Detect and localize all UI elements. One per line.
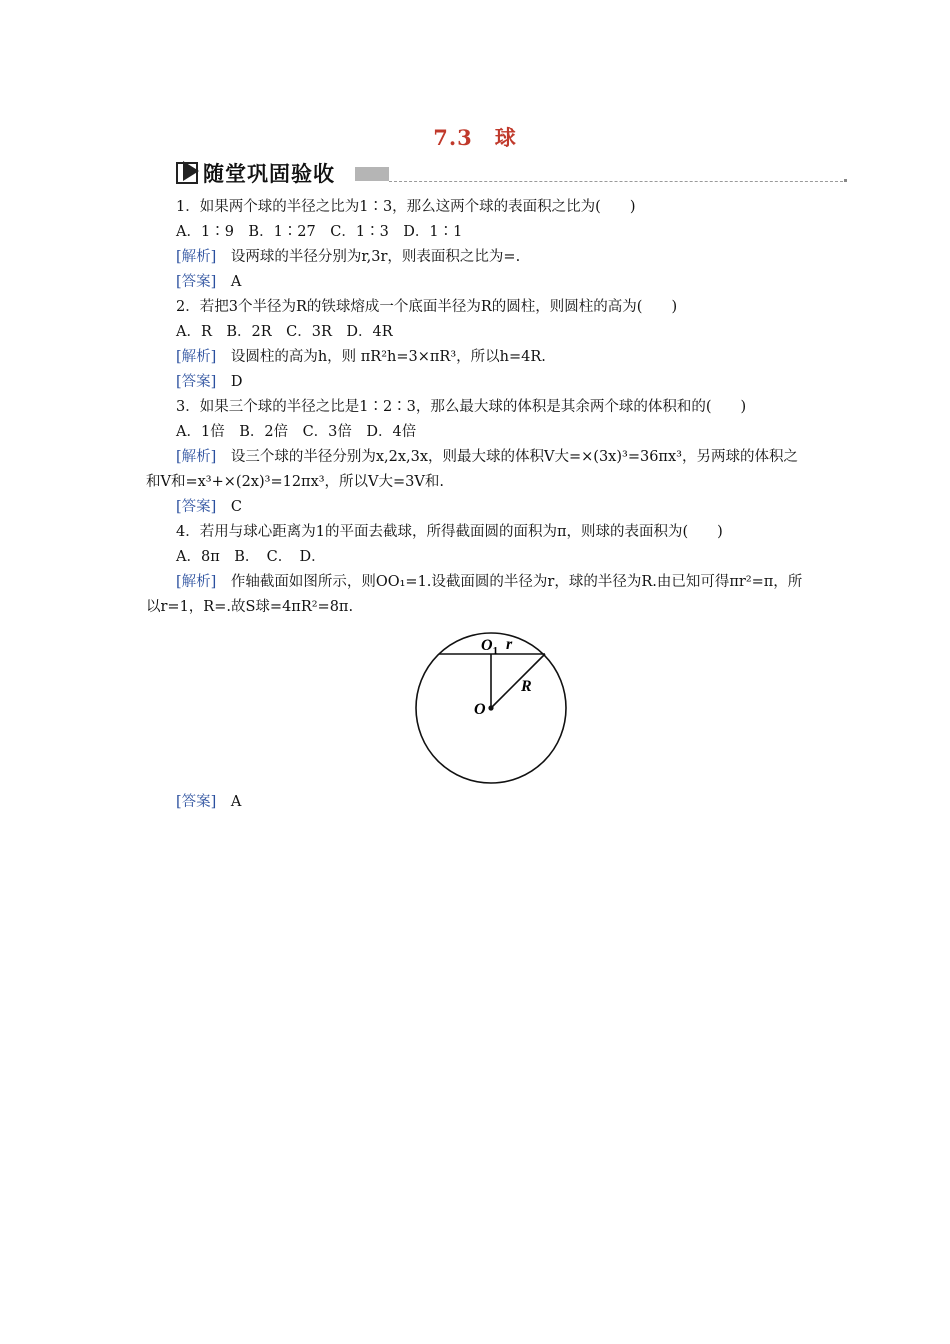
options-4: A．8π B． C． D． bbox=[176, 549, 326, 565]
sphere-diagram bbox=[414, 622, 574, 784]
answer-tag: [答案] bbox=[176, 794, 217, 810]
answer-text: A bbox=[230, 794, 242, 810]
label-R: R bbox=[521, 678, 532, 695]
center-point bbox=[488, 705, 493, 710]
section-title: 随堂巩固验收 bbox=[203, 162, 335, 186]
analysis-3 bbox=[146, 445, 808, 495]
answer-2 bbox=[146, 370, 808, 395]
label-O1: $O_1$ bbox=[481, 637, 499, 657]
page-title: 7.3 球 bbox=[433, 125, 517, 150]
question-2: 2．若把3个半径为R的铁球熔成一个底面半径为R的圆柱，则圆柱的高为( ) bbox=[176, 299, 678, 315]
banner-dashed-rule bbox=[389, 181, 843, 182]
banner-end-dot bbox=[844, 179, 847, 182]
answer-tag: [答案] bbox=[176, 274, 217, 290]
play-arrow-icon bbox=[175, 159, 201, 185]
analysis-text: 设两球的半径分别为r,3r，则表面积之比为=. bbox=[230, 249, 521, 265]
answer-4 bbox=[146, 790, 808, 815]
answer-tag: [答案] bbox=[176, 499, 217, 515]
analysis-tag: [解析] bbox=[176, 249, 217, 265]
analysis-text: 设三个球的半径分别为x,2x,3x，则最大球的体积V大=×(3x)³=36πx³，另两球的体积之和V和=x³+×(2x)³=12πx³，所以V大=3V和. bbox=[146, 449, 798, 490]
analysis-2 bbox=[146, 345, 808, 370]
content bbox=[146, 195, 808, 815]
options-2: A．R B．2R C．3R D．4R bbox=[176, 324, 393, 340]
label-r: r bbox=[506, 636, 513, 653]
analysis-text: 作轴截面如图所示，则OO₁=1.设截面圆的半径为r，球的半径为R.由已知可得πr²=π，所以r=1，R=.故S球=4πR²=8π. bbox=[146, 574, 803, 615]
sphere-cross-section-figure bbox=[146, 622, 808, 786]
analysis-4 bbox=[146, 570, 808, 620]
answer-text: C bbox=[230, 499, 242, 515]
question-1: 1．如果两个球的半径之比为1∶3，那么这两个球的表面积之比为( ) bbox=[176, 199, 636, 215]
options-1: A．1∶9 B．1∶27 C．1∶3 D．1∶1 bbox=[176, 224, 463, 240]
answer-text: A bbox=[230, 274, 242, 290]
analysis-1 bbox=[146, 245, 808, 270]
analysis-tag: [解析] bbox=[176, 349, 217, 365]
analysis-tag: [解析] bbox=[176, 449, 217, 465]
question-4: 4．若用与球心距离为1的平面去截球，所得截面圆的面积为π，则球的表面积为( ) bbox=[176, 524, 723, 540]
answer-1 bbox=[146, 270, 808, 295]
analysis-tag: [解析] bbox=[176, 574, 217, 590]
options-3: A．1倍 B．2倍 C．3倍 D．4倍 bbox=[176, 424, 417, 440]
answer-text: D bbox=[230, 374, 243, 390]
section-banner bbox=[175, 157, 847, 189]
label-O: O bbox=[474, 701, 486, 718]
question-3: 3．如果三个球的半径之比是1∶2∶3，那么最大球的体积是其余两个球的体积和的( ) bbox=[176, 399, 747, 415]
answer-3 bbox=[146, 495, 808, 520]
answer-tag: [答案] bbox=[176, 374, 217, 390]
analysis-text: 设圆柱的高为h，则 πR²h=3×πR³，所以h=4R. bbox=[230, 349, 546, 365]
radius-R-segment bbox=[491, 654, 545, 708]
banner-grey-block bbox=[355, 167, 389, 181]
